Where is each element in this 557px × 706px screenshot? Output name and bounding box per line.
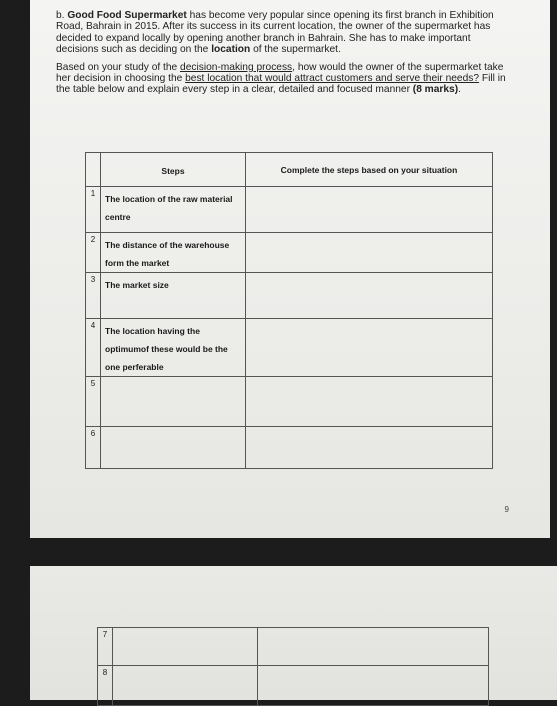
table-header-row [86,153,493,187]
answer-cell[interactable] [246,233,493,273]
row-number: 2 [86,233,101,273]
header-complete: Complete the steps based on your situation [246,153,493,187]
header-number-cell [86,153,101,187]
table-row [86,187,493,233]
question-label: b. [56,10,65,21]
answer-cell[interactable] [258,628,489,666]
paragraph-2-instructions: Fill in the table below and explain every step in a clear, detailed and focused manner [56,73,506,96]
table-row [86,377,493,427]
row-number: 3 [86,273,101,319]
question-paragraph-2 [56,62,506,96]
marks-label: (8 marks) [412,84,459,96]
paragraph-1-end: of the supermarket. [250,44,341,56]
row-number: 8 [98,666,113,706]
row-number: 1 [86,187,101,233]
row-number: 7 [98,628,113,666]
step-cell [101,377,246,427]
paragraph-2-end: . [458,84,461,96]
header-steps: Steps [101,153,246,187]
question-paragraph-1 [56,10,506,56]
step-cell: The location of the raw material centre [101,187,246,233]
location-keyword: location [211,44,251,56]
answer-cell[interactable] [246,377,493,427]
paragraph-2-text: Based on your study of the [56,61,181,73]
best-location-underlined: best location that would attract customers and serve their needs? [185,73,480,85]
company-name: Good Food Supermarket [67,10,187,21]
answer-cell[interactable] [246,187,493,233]
step-cell: The distance of the warehouse form the market [101,233,246,273]
step-cell: The market size [101,273,246,319]
page-number: 9 [504,505,509,514]
steps-table [85,152,493,469]
step-cell [113,628,258,666]
table-row [86,319,493,377]
answer-cell[interactable] [246,319,493,377]
row-number: 5 [86,377,101,427]
row-number: 6 [86,427,101,469]
paragraph-2-middle: , how would the owner of the supermarket take her decision in choosing the [56,61,504,85]
table-row [86,233,493,273]
step-cell: The location having the optimumof these would be the one perferable [101,319,246,377]
decision-making-process-underlined: decision-making process [180,61,293,73]
answer-cell[interactable] [246,273,493,319]
table-row [86,427,493,469]
step-cell [101,427,246,469]
row-number: 4 [86,319,101,377]
answer-cell[interactable] [246,427,493,469]
steps-table-continued [97,627,489,706]
question-text [56,10,506,102]
table-row [86,273,493,319]
table-row [98,628,489,666]
paragraph-1-text: has become very popular since opening its first branch in Exhibition Road, Bahrain in 2015. After its success in its current location, the owner of the supermarket has decided to expand locally by opening another branch in Bahrain. She has to make important decisions such as deciding on the [56,10,494,56]
